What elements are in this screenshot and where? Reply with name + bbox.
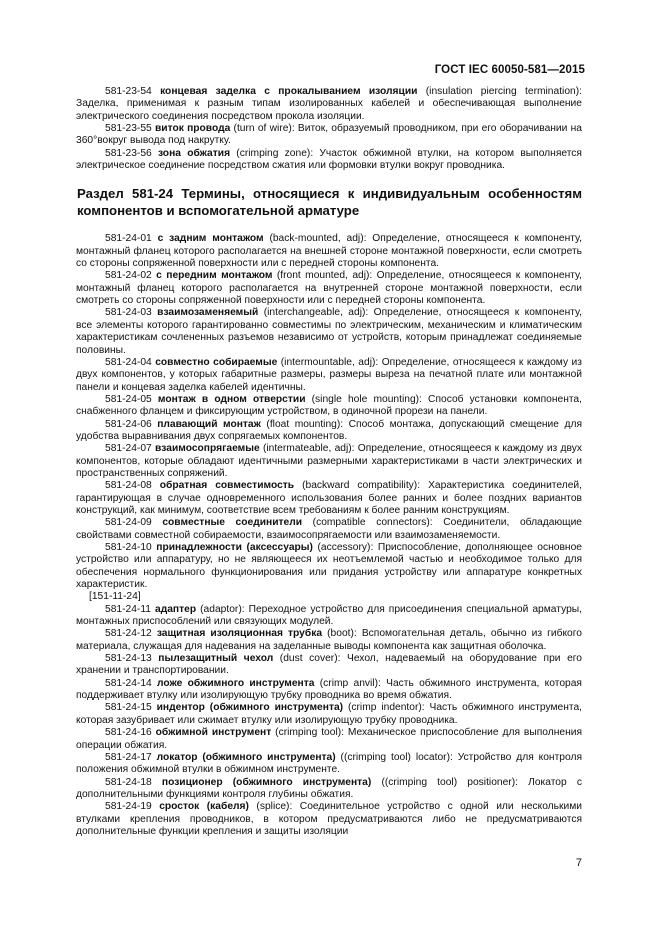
- term-code: 581-24-10: [105, 542, 157, 553]
- term-code: 581-24-08: [105, 480, 160, 492]
- term-title: взаимосопрягаемые: [155, 443, 260, 455]
- term-entry: [76, 357, 582, 394]
- term-entry: [76, 752, 582, 777]
- term-entry: [76, 678, 582, 703]
- term-entry: [76, 307, 582, 356]
- term-code: 581-23-54: [105, 86, 161, 97]
- term-definition: (accessory): Приспособление, дополняющее основное устройство или аппаратуру, но не являющееся их неотъемлемой частью и необходимое только для обеспечения нормального функционирования или придания устройству или аппаратуре конкретных характеристик.: [76, 542, 582, 591]
- term-entry: [76, 604, 582, 629]
- term-title: сросток (кабеля): [159, 801, 249, 813]
- term-entry: [76, 777, 582, 802]
- term-code: 581-24-13: [105, 653, 159, 665]
- term-code: 581-24-06: [105, 418, 158, 430]
- term-entry: [76, 148, 582, 173]
- term-entry: [76, 727, 582, 752]
- term-title: обжимной инструмент: [155, 727, 272, 739]
- term-entry: [76, 517, 582, 542]
- term-code: 581-24-11: [105, 603, 156, 615]
- term-definition: (backward compatibility): Характеристика соединителей, гарантирующая в случае одновременного использования более ранних и более поздних вариантов конструкций, как минимум, соответствие всем требованиям к более ранним конструкциям.: [76, 480, 582, 516]
- term-title: плавающий монтаж: [157, 418, 261, 430]
- term-entry: [76, 419, 582, 444]
- term-entry: [76, 86, 582, 123]
- term-definition: (crimp indentor): Часть обжимного инструмента, которая зазубривает или сжимает втулку или изолирующую трубку проводника.: [76, 702, 582, 726]
- term-code: 581-24-14: [105, 677, 158, 689]
- term-code: 581-24-07: [105, 443, 155, 455]
- term-title: зона обжатия: [157, 147, 231, 159]
- term-title: позиционер (обжимного инструмента): [161, 776, 372, 788]
- term-definition: (crimping tool): Механическое приспособление для выполнения операции обжатия.: [76, 727, 583, 751]
- term-code: 581-24-02: [105, 270, 157, 282]
- term-code: 581-24-12: [105, 628, 157, 640]
- term-code: 581-24-19: [105, 801, 160, 813]
- term-title: принадлежности (аксессуары): [156, 542, 313, 553]
- term-definition: (front mounted, adj): Определение, относящееся к компоненту, монтажный фланец которого располагается на внутренней стороне монтажной поверхности, если смотреть со стороны сопряженной поверхности или с передней стороны компонента.: [76, 270, 582, 307]
- term-title: монтаж в одном отверстии: [157, 393, 306, 405]
- term-title: адаптер: [155, 603, 197, 615]
- entries-b-list: [76, 604, 582, 839]
- term-code: 581-24-05: [105, 393, 158, 405]
- term-entry: [76, 702, 582, 727]
- page-number: 7: [575, 857, 582, 869]
- term-entry: [76, 628, 582, 653]
- term-code: 581-24-18: [105, 776, 162, 788]
- term-entry: [76, 542, 582, 591]
- term-code: 581-23-56: [105, 147, 158, 159]
- term-definition: (intermountable, adj): Определение, относящееся к каждому из двух компонентов, у которых габаритные размеры, размеры выреза на печатной плате или монтажной панели и концевая заделка кабелей идентичны.: [76, 356, 582, 393]
- term-title: индентор (обжимного инструмента): [156, 702, 344, 714]
- term-code: 581-24-16: [105, 727, 156, 739]
- term-entry: [76, 480, 582, 517]
- term-entry: [76, 653, 582, 678]
- term-title: концевая заделка с прокалыванием изоляции: [160, 86, 418, 97]
- term-definition: (back-mounted, adj): Определение, относящееся к компоненту, монтажный фланец которого располагается на внешней стороне монтажной поверхности, если смотреть со стороны сопряженной поверхности или с передней стороны компонента.: [76, 233, 582, 270]
- term-entry: [76, 123, 582, 148]
- term-code: 581-24-17: [105, 751, 157, 763]
- term-code: 581-24-01: [105, 233, 158, 245]
- section-heading: Раздел 581-24 Термины, относящиеся к индивидуальным особенностям компонентов и вспомогательной арматуре: [77, 186, 582, 218]
- term-definition: ((crimping tool) positioner): Локатор с дополнительными функциями контроля глубины обжатия.: [76, 776, 582, 800]
- term-definition: (dust cover): Чехол, надеваемый на оборудование при его хранении и транспортировании.: [76, 653, 582, 677]
- term-title: обратная совместимость: [159, 480, 295, 492]
- term-definition: (intermateable, adj): Определение, относящееся к каждому из двух компонентов, которые обладают идентичными размерными характеристиками в части электрических и пространственных сопряжений.: [76, 443, 582, 479]
- term-code: 581-24-15: [105, 702, 157, 714]
- term-definition: (crimp anvil): Часть обжимного инструмента, которая поддерживает втулку или изолирующую трубку проводника во время обжатия.: [76, 677, 582, 702]
- term-entry: [76, 801, 582, 838]
- term-title: с передним монтажом: [156, 270, 273, 282]
- term-entry: [76, 443, 582, 480]
- document-body: [76, 86, 582, 838]
- term-definition: (insulation piercing termination): Заделка, применимая к разным типам изолированных кабелей и обеспечивающая выполнение электрического соединения посредством прокола изоляции.: [76, 86, 582, 122]
- term-entry: [76, 233, 582, 270]
- term-title: ложе обжимного инструмента: [157, 677, 315, 689]
- term-definition: (compatible connectors): Соединители, обладающие свойствами совместной собираемости, взаимосопрягаемости или взаимозаменяемости.: [76, 517, 582, 541]
- term-title: взаимозаменяемый: [157, 307, 259, 319]
- term-definition: ((crimping tool) locator): Устройство для контроля положения обжимной втулки в обжимном инструменте.: [76, 751, 582, 776]
- term-definition: (turn of wire): Виток, образуемый проводником, при его оборачивании на 360°вокруг вывода под накрутку.: [76, 123, 582, 147]
- term-title: совместно собираемые: [155, 356, 278, 368]
- term-title: виток провода: [154, 123, 231, 135]
- entries-a-list: [76, 233, 582, 591]
- term-definition: (adaptor): Переходное устройство для присоединения специальной арматуры, монтажных приспособлений или связующих модулей.: [76, 603, 582, 628]
- term-title: локатор (обжимного инструмента): [156, 751, 336, 763]
- term-entry: [76, 394, 582, 419]
- term-definition: (interchangeable, adj): Определение, относящееся к компоненту, все элементы которого гарантированно совместимы по электрическим, механическим и климатическим характеристикам сочлененных разъемов независимо от устройств, которым принадлежат соединяемые половины.: [76, 307, 582, 356]
- document-header: ГОСТ IEC 60050-581—2015: [434, 64, 585, 76]
- term-definition: (crimping zone): Участок обжимной втулки, на котором выполняется электрическое соединение посредством сжатия или формовки втулки вокруг проводника.: [76, 147, 582, 172]
- term-title: совместные соединители: [162, 517, 303, 529]
- term-definition: (single hole mounting): Способ установки компонента, снабженного фланцем и фиксирующим устройством, в одиночной прорези на панели.: [76, 393, 582, 418]
- term-definition: (splice): Соединительное устройство с одной или несколькими втулками крепления проводников, в котором предусматриваются либо не предусматриваются дополнительные функции крепления и защиты изоляции: [76, 801, 582, 837]
- term-title: защитная изоляционная трубка: [156, 628, 323, 640]
- reference-note: [151-11-24]: [89, 591, 141, 603]
- term-code: 581-24-09: [105, 517, 163, 529]
- term-definition: (boot): Вспомогательная деталь, обычно из гибкого материала, служащая для надевания на заделанные выводы компонента как защитная оболочка.: [76, 628, 582, 652]
- term-definition: (float mounting): Способ монтажа, допускающий смещение для удобства выравнивания двух сопрягаемых компонентов.: [76, 418, 582, 442]
- term-code: 581-24-04: [105, 356, 156, 368]
- term-code: 581-23-55: [105, 123, 155, 135]
- entries-top-list: [76, 86, 582, 172]
- term-title: пылезащитный чехол: [158, 653, 274, 665]
- term-title: с задним монтажом: [157, 233, 264, 245]
- term-code: 581-24-03: [105, 307, 158, 319]
- term-entry: [76, 270, 582, 307]
